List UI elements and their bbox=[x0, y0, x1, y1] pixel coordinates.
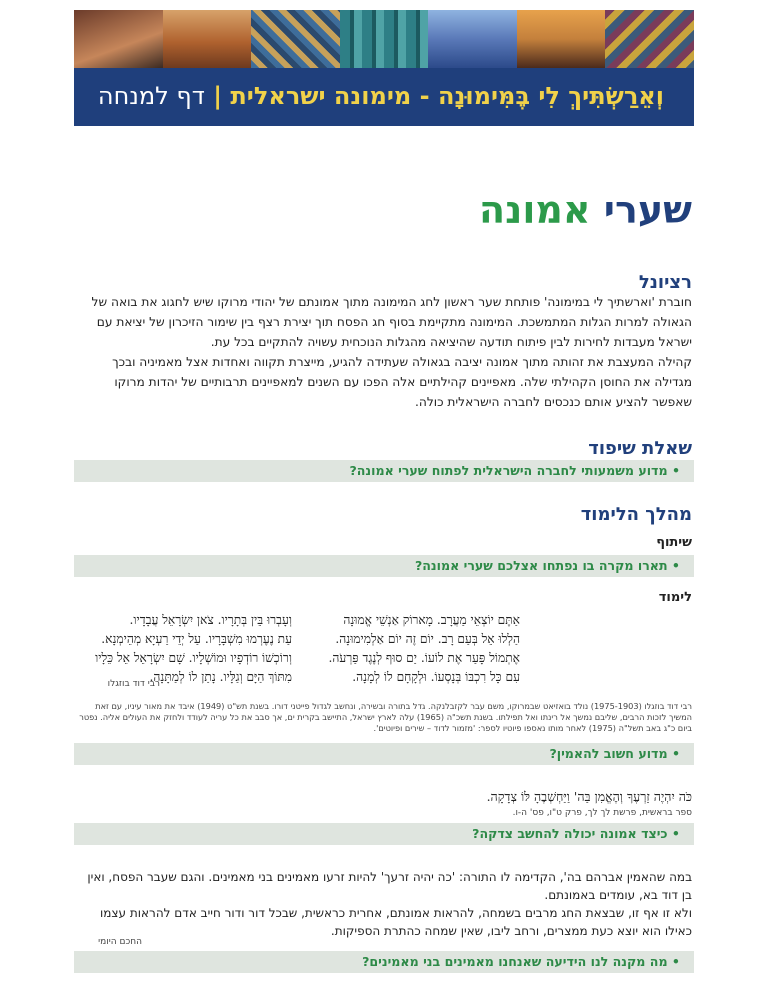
banner-separator: | bbox=[213, 82, 223, 110]
poet-biography: רבי דוד בוזגלו (1975-1903) נולד בואזיאט שבמרוקו, משם עבר לקזבלנקה. גדל בתורה ובשירה, ונחשב לגדול פייטני דורו. בשנת תש"ט (1949) איבד את מאור עיניו, עם זאת המשיך לזכות הרבים, שליבם נמשך אל רינתו ואל תפילתו. בשנת תשכ"ה (1965) עלה לארץ ישראל, התיישב בקרית ים, אך סבב את כל עריה לעודד ולחזק את העולים אליה. נפטר ביום כ"ג באב תשל"ה (1975) לאחר מותו נאספו פיוטיו לספר: 'מזמור לדוד – שירים ופיוטים'. bbox=[79, 701, 692, 733]
poem-right-column bbox=[320, 611, 520, 687]
page-title-word1: שערי bbox=[603, 188, 692, 232]
genesis-quote: כֹּה יִהְיֶה זַרְעֶךָ וְהֶאֱמִן בַּה' וַיַּחְשְׁבֶהָ לּוֹ צְדָקָה. bbox=[486, 789, 692, 804]
sharing-label: שיתוף bbox=[656, 535, 692, 550]
learning-label: לימוד bbox=[658, 590, 692, 605]
why-faith-question: • מדוע חשוב להאמין? bbox=[549, 746, 680, 761]
banner-title bbox=[98, 82, 664, 110]
guiding-question-heading: שאלת שיפוד bbox=[588, 438, 692, 459]
banner-photo-3 bbox=[251, 10, 340, 68]
banner-title-sub: דף למנחה bbox=[97, 82, 205, 110]
sharing-question-bar bbox=[74, 555, 694, 577]
poem-line: הַלְלוּ אֵל בְּעַם רָב. יוֹם זֶה יוֹם אַלְמִימוּנָה. bbox=[335, 632, 520, 646]
banner-photo-7 bbox=[605, 10, 694, 68]
faith-justice-paragraph-1: במה שהאמין אברהם בה', הקדימה לו התורה: 'כה יהיה זרעך' להיות זרעו מאמינים בני מאמינים. והגם שעבר הפסח, ואין בן דוד בא, עומדים באמונתם. bbox=[87, 870, 692, 902]
faith-justice-source: החכם היומי bbox=[98, 937, 142, 947]
page-title-word2: אמונה bbox=[479, 188, 591, 232]
poem-left-column bbox=[72, 611, 292, 687]
poem-author: רבי דוד בוזגלו bbox=[107, 679, 160, 689]
banner-title-bar bbox=[74, 68, 694, 126]
rationale-paragraph-2: קהילה המעצבת את זהותה מתוך אמונה יציבה בגאולה שעתידה להגיע, מייצרת תקווה ואחדות אצל מאמיניה ובכך מגדילה את החוסן הקהילתי שלה. מאפיינים קהילתיים אלה הפכו עם השנים למאפיינים תרבותיים של יהדות מרוקו שאפשר להציע אותם כנכסים לחברה הישראלית כולה. bbox=[112, 355, 692, 409]
poem-line: מִתּוֹךְ הַיָּם וְגַלָּיו. נָתַן לוֹ לְמַתָּנָה. bbox=[149, 670, 292, 684]
banner-photo-4 bbox=[340, 10, 429, 68]
banner-photo-1 bbox=[74, 10, 163, 68]
banner-photo-strip bbox=[74, 10, 694, 68]
last-question-bar bbox=[74, 951, 694, 973]
guiding-question-text: • מדוע משמעותי לחברה הישראלית לפתוח שערי אמונה? bbox=[349, 463, 680, 478]
banner-title-main: וְאֵרַשְׂתִּיךְ לִי בֶּמִּימוּנָה - מימונה ישראלית bbox=[230, 82, 664, 110]
page-title bbox=[479, 188, 692, 232]
poem-line: עִם כָּל רִכְבּוֹ בְּנָסְעוֹ. וּלְקָחָם לוֹ לְמָנָה. bbox=[352, 670, 520, 684]
genesis-source: ספר בראשית, פרשת לך לך, פרק ט"ו, פס' ה-ו. bbox=[512, 808, 692, 818]
sharing-question-text: • תארו מקרה בו נפתחו אצלכם שערי אמונה? bbox=[414, 558, 680, 573]
last-question-text: • מה מקנה לנו הידיעה שאנחנו מאמינים בני מאמינים? bbox=[362, 954, 680, 969]
rationale-heading: רציונל bbox=[638, 272, 692, 293]
rationale-paragraph-1: חוברת 'וארשתיך לי במימונה' פותחת שער ראשון לחג המימונה מתוך אמונתם של יהודי מרוקו שיש לחגוג את בואה של הגאולה למרות הגלות המתמשכת. המימונה מתקיימת בסוף חג הפסח תוך יצירת רצף בין שימור הזיכרון של יציאת עם ישראל מעבדות לחירות לבין פיתוח תודעה שהיציאה מהגלות הנוכחית עשויה להתקיים בכל עת. bbox=[91, 295, 692, 349]
poem-line: עַת נֶעֶרְמוּ מִשְׁבָּרָיו. עַל יְדֵי רַעְיָא מְהֵימְנָא. bbox=[101, 632, 292, 646]
poem-line: אֶתְמוֹל פָּעַר אֶת לוֹעוֹ. יַם סוּף לְנֶגֶד פַּרְעֹה. bbox=[328, 651, 520, 665]
banner-photo-2 bbox=[163, 10, 252, 68]
guiding-question-bar bbox=[74, 460, 694, 482]
why-faith-bar bbox=[74, 743, 694, 765]
banner-photo-6 bbox=[517, 10, 606, 68]
faith-justice-paragraph-2: ולא זו אף זו, שבצאת החג מרבים בשמחה, להראות אמונתם, אחרית כראשית, שבכל דור ודור חייב אדם להראות עצמו כאילו הוא יוצא כעת ממצרים, ורחב ליבו, שאין שמחה כהתרת הספיקות. bbox=[100, 906, 692, 938]
faith-justice-bar bbox=[74, 823, 694, 845]
header-banner bbox=[74, 10, 694, 126]
poem-line: וְרוֹכְשׁוֹ רוֹדְפָיו וּמוֹשְׁלָיו. שָׁם יִשְׂרָאֵל אֵל כֵּלָיו bbox=[95, 651, 292, 665]
banner-photo-5 bbox=[428, 10, 517, 68]
poem-line: אַתֶּם יוֹצְאֵי מַעֲרָב. מָארוֹק אַנְשֵׁי אֱמוּנָה bbox=[343, 613, 520, 627]
poem-line: וְעָבְרוּ בֵּין בְּתָרָיו. צֹאן יִשְׂרָאֵל עֲבָדָיו. bbox=[129, 613, 292, 627]
faith-justice-question: • כיצד אמונה יכולה להחשב צדקה? bbox=[472, 826, 680, 841]
process-heading: מהלך הלימוד bbox=[580, 504, 692, 525]
